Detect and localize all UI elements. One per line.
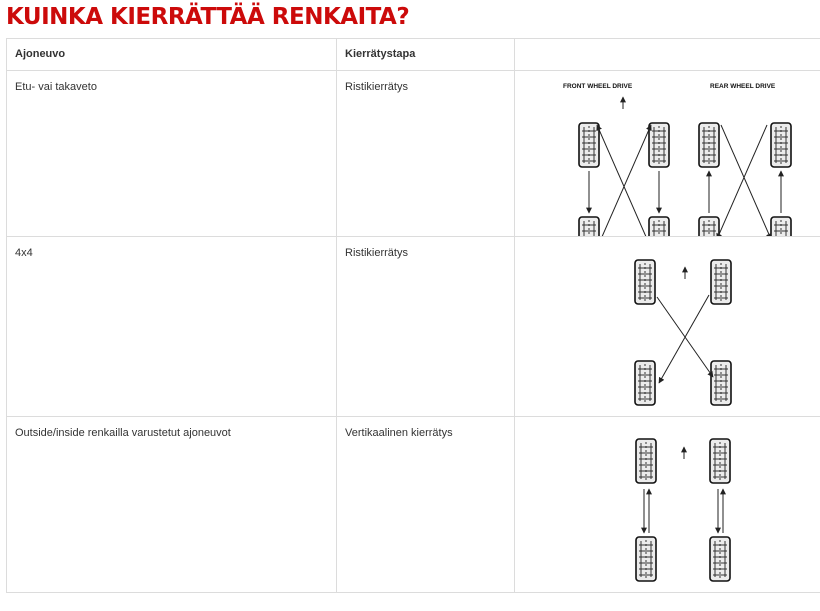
rwd-label: REAR WHEEL DRIVE [710,83,776,90]
cell-diagram [515,237,820,417]
tire-icon [699,123,719,167]
header-vehicle: Ajoneuvo [7,39,337,71]
fwd-rwd-rotation-diagram [515,71,820,236]
cell-vehicle: 4x4 [7,237,337,417]
cross-arrow-icon [659,295,709,383]
vertical-rotation-diagram [515,417,820,592]
header-method: Kierrätystapa [337,39,515,71]
tire-icon [711,361,731,405]
tire-icon [579,217,599,236]
cell-vehicle: Etu- vai takaveto [7,71,337,237]
tire-icon [710,439,730,483]
cell-method: Ristikierrätys [337,237,515,417]
page-title: KUINKA KIERRÄTTÄÄ RENKAITA? [6,4,410,30]
cell-method: Ristikierrätys [337,71,515,237]
tire-icon [635,260,655,304]
table-row [7,71,820,237]
tire-icon [771,217,791,236]
tire-icon [579,123,599,167]
cell-diagram [515,71,820,237]
tire-icon [636,537,656,581]
table-row [7,417,820,593]
header-diagram [515,39,820,71]
cross-arrow-icon [721,125,771,236]
cross-arrow-icon [597,125,647,236]
tire-icon [710,537,730,581]
tire-icon [699,217,719,236]
cell-diagram [515,417,820,593]
tire-icon [771,123,791,167]
rotation-table [6,38,820,593]
cell-method: Vertikaalinen kierrätys [337,417,515,593]
4x4-cross-rotation-diagram [515,237,820,416]
tire-icon [635,361,655,405]
table-header-row [7,39,820,71]
tire-icon [649,217,669,236]
table-row [7,237,820,417]
cross-arrow-icon [601,125,651,236]
cell-vehicle: Outside/inside renkailla varustetut ajoneuvot [7,417,337,593]
tire-icon [636,439,656,483]
fwd-label: FRONT WHEEL DRIVE [563,83,633,90]
tire-icon [711,260,731,304]
tire-icon [649,123,669,167]
cross-arrow-icon [717,125,767,236]
